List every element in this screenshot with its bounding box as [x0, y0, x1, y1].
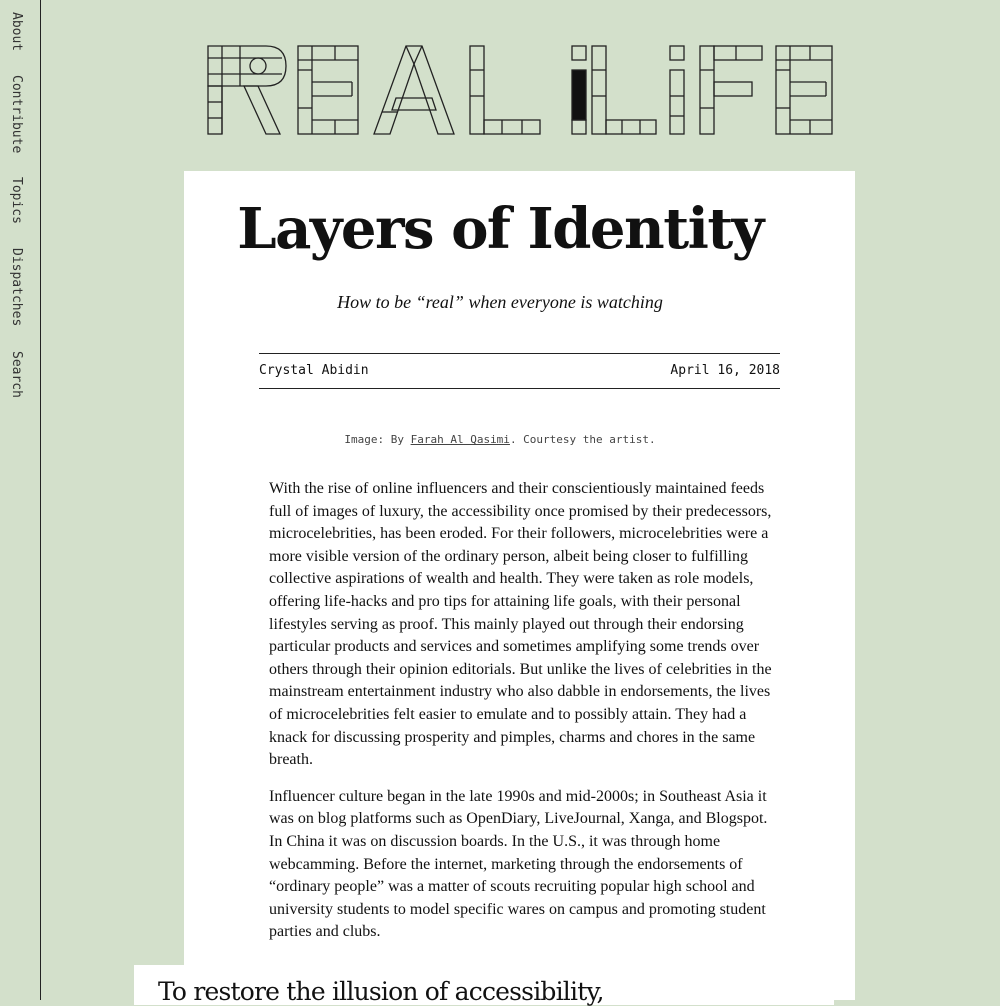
logo-letter-i — [572, 46, 586, 134]
nav-search[interactable]: Search — [9, 350, 24, 398]
logo-letter-f — [700, 46, 762, 134]
paragraph: Influencer culture began in the late 1990s and mid-2000s; in Southeast Asia it was on blog platforms such as OpenDiary, LiveJournal, Xanga, and Blogspot. In China it was on discussion boards. In the U.S., it was through home webcamming. Before the internet, marketing through the endorsements of “ordinary people” was a matter of scouts recruiting popular high school and university students to model specific wares on campus and promoting student parties and clubs. — [269, 787, 768, 941]
logo-letter-a — [374, 46, 454, 134]
artist-link[interactable]: Farah Al Qasimi — [410, 433, 510, 446]
sidebar — [0, 0, 41, 1000]
author-name[interactable]: Crystal Abidin — [259, 363, 369, 378]
logo-letter-i2 — [670, 46, 684, 134]
site-logo[interactable] — [200, 40, 840, 140]
logo-letter-e2 — [776, 46, 832, 134]
image-credit-prefix: Image: By — [344, 433, 411, 446]
byline — [259, 353, 780, 389]
nav-contribute[interactable]: Contribute — [9, 75, 24, 154]
logo-letter-e — [298, 46, 358, 134]
nav-topics[interactable]: Topics — [9, 177, 24, 225]
nav-dispatches[interactable]: Dispatches — [9, 248, 24, 327]
image-credit-suffix: . Courtesy the artist. — [509, 433, 656, 446]
logo-letter-l — [470, 46, 540, 134]
paragraph: With the rise of online influencers and their conscientiously maintained feeds full of images of luxury, the accessibility once promised by their predecessors, microcelebrities, has been eroded. For their followers, microcelebrities were a more visible version of the ordinary person, albeit being closer to fulfilling collective aspirations of wealth and health. They were taken as role models, offering life-hacks and pro tips for attaining life goals, with their personal lifestyles serving as proof. This mainly played out through their endorsing particular products and services and sometimes amplifying some trends over others through their opinion editorials. But unlike the lives of celebrities in the mainstream entertainment industry who also dabble in endorsements, the lives of microcelebrities felt easier to emulate and to possibly attain. They had a knack for discussing prosperity and pimples, charms and chores in the same breath. — [269, 480, 772, 769]
image-credit — [0, 433, 1000, 446]
article-title: Layers of Identity — [237, 196, 763, 262]
pull-quote-text: To restore the illusion of accessibility, — [158, 977, 604, 1006]
nav-about[interactable]: About — [9, 12, 24, 52]
article-subtitle: How to be “real” when everyone is watching — [337, 292, 663, 312]
logo-letter-r — [208, 46, 286, 134]
pull-quote — [134, 965, 834, 1005]
article-body — [269, 478, 774, 958]
logo-letter-l2 — [592, 46, 656, 134]
publish-date: April 16, 2018 — [670, 363, 780, 378]
